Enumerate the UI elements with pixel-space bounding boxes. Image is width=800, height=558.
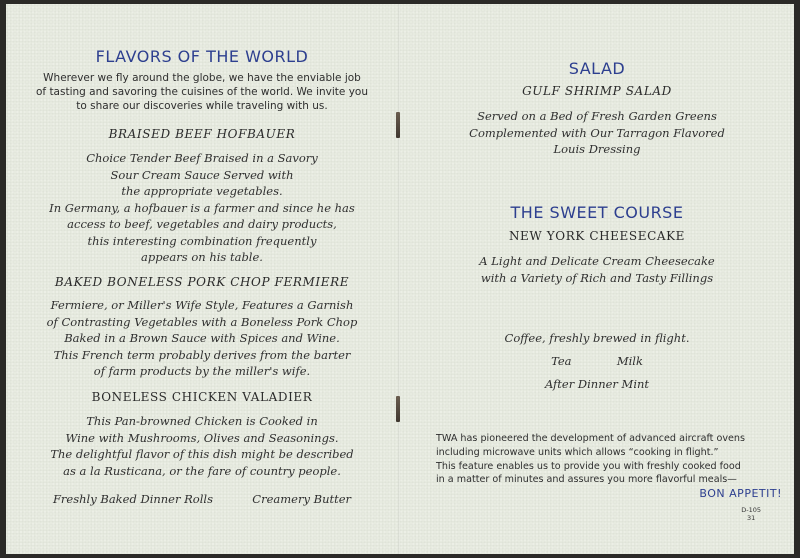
note-line: TWA has pioneered the development of advanced aircraft ovens — [436, 433, 745, 444]
dish-description-chicken — [6, 413, 398, 479]
bon-appetit: BON APPETIT! — [699, 487, 782, 500]
sweet-course-heading: THE SWEET COURSE — [510, 203, 684, 222]
dish-title-salad: GULF SHRIMP SALAD — [522, 84, 672, 98]
description-line: Wine with Mushrooms, Olives and Seasonings. — [65, 430, 339, 445]
dish-description-pork — [6, 297, 398, 380]
description-line: of Contrasting Vegetables with a Boneless Pork Chop — [46, 314, 358, 329]
description-line: Fermiere, or Miller's Wife Style, Features a Garnish — [50, 298, 354, 312]
dish-description-salad — [400, 108, 794, 158]
note-line: including microwave units which allows “cooking in flight.” — [436, 446, 719, 458]
intro-text — [6, 71, 398, 113]
tea-label: Tea — [551, 354, 572, 368]
description-line: Complemented with Our Tarragon Flavored — [469, 125, 725, 140]
description-line: Baked in a Brown Sauce with Spices and Wine. — [64, 331, 340, 345]
sides-row — [6, 491, 398, 508]
description-line: appears on his table. — [141, 250, 263, 264]
description-line: of farm products by the miller's wife. — [93, 364, 311, 378]
dish-description-beef — [6, 150, 398, 266]
description-line: with a Variety of Rich and Tasty Fillings — [480, 270, 714, 285]
description-line: Louis Dressing — [553, 142, 641, 156]
description-line: This French term probably derives from the barter — [53, 347, 351, 362]
dish-title-pork: BAKED BONELESS PORK CHOP FERMIERE — [54, 275, 350, 289]
salad-heading: SALAD — [568, 59, 626, 78]
mint-line: After Dinner Mint — [544, 377, 650, 391]
dish-title-beef: BRAISED BEEF HOFBAUER — [108, 127, 296, 141]
page-number: 31 — [746, 514, 756, 522]
twa-oven-note — [436, 432, 776, 487]
creamery-butter: Creamery Butter — [252, 492, 352, 506]
description-line: A Light and Delicate Cream Cheesecake — [479, 254, 715, 268]
description-line: The delightful flavor of this dish might be described — [50, 447, 354, 461]
description-line: In Germany, a hofbauer is a farmer and since he has — [49, 200, 355, 215]
description-line: Choice Tender Beef Braised in a Savory — [86, 151, 318, 165]
flavors-heading: FLAVORS OF THE WORLD — [95, 47, 309, 66]
dish-title-cheesecake: NEW YORK CHEESECAKE — [508, 229, 686, 243]
description-line: This Pan-browned Chicken is Cooked in — [86, 414, 318, 428]
description-line: Sour Cream Sauce Served with — [110, 167, 294, 182]
coffee-line: Coffee, freshly brewed in flight. — [504, 331, 690, 345]
intro-line: of tasting and savoring the cuisines of the world. We invite you — [35, 86, 368, 98]
description-line: this interesting combination frequently — [87, 233, 317, 248]
dish-title-chicken: BONELESS CHICKEN VALADIER — [91, 390, 313, 404]
intro-line: to share our discoveries while traveling with us. — [76, 100, 328, 112]
tea-milk-row — [400, 353, 794, 370]
milk-label: Milk — [616, 354, 643, 368]
description-line: the appropriate vegetables. — [121, 184, 283, 198]
dinner-rolls: Freshly Baked Dinner Rolls — [52, 492, 213, 506]
intro-line: Wherever we fly around the globe, we have the enviable job — [43, 72, 361, 84]
print-code-line: D-105 — [741, 506, 761, 514]
description-line: access to beef, vegetables and dairy products, — [67, 217, 337, 231]
dish-description-cheesecake — [400, 253, 794, 286]
note-line: in a matter of minutes and assures you more flavorful meals— — [436, 474, 737, 486]
note-line: This feature enables us to provide you with freshly cooked food — [436, 460, 741, 472]
description-line: Served on a Bed of Fresh Garden Greens — [477, 109, 717, 123]
print-code — [741, 506, 761, 522]
description-line: as a la Rusticana, or the fare of country people. — [63, 463, 341, 478]
